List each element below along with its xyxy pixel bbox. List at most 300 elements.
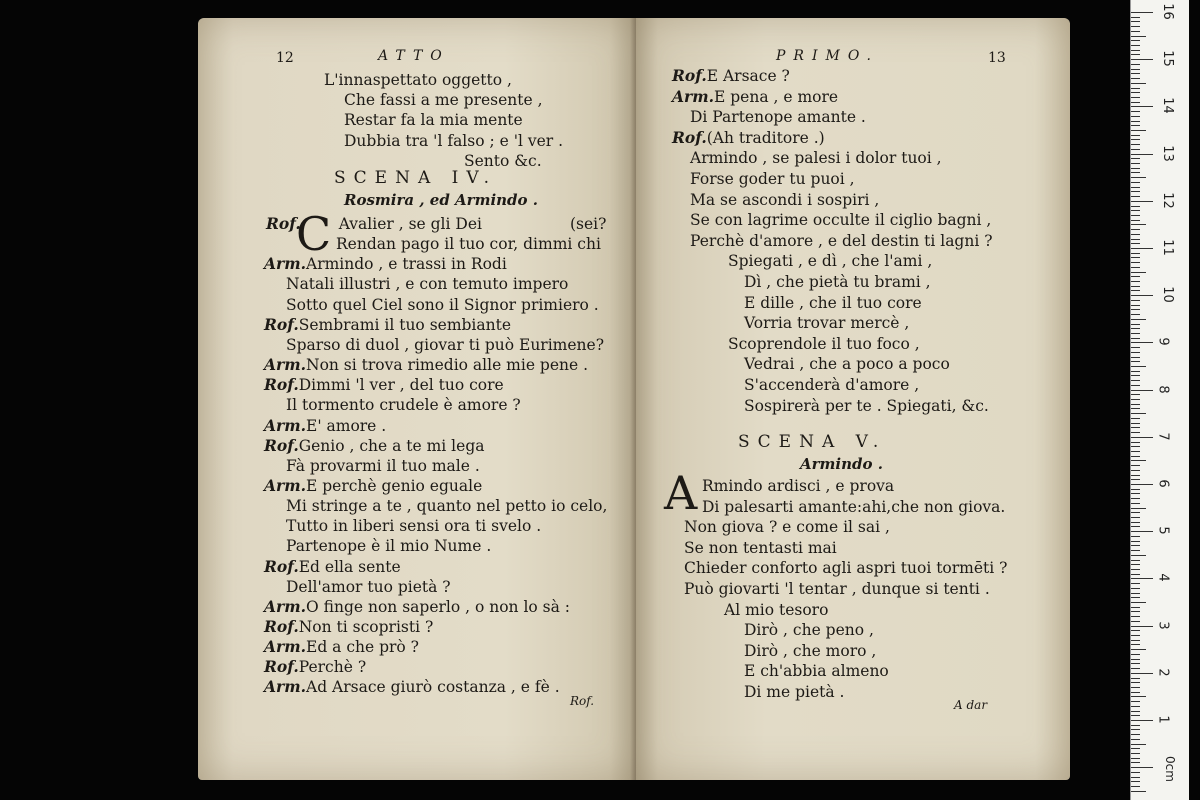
- text-line: [264, 436, 484, 456]
- ruler-tick: [1131, 78, 1140, 79]
- ruler-tick: [1131, 201, 1153, 202]
- text-line: [264, 355, 588, 375]
- text-line: [286, 274, 568, 294]
- line-tail: (sei?: [570, 215, 607, 233]
- ruler-tick: [1131, 121, 1140, 122]
- ruler-tick: [1131, 394, 1140, 395]
- text-line: [744, 313, 909, 333]
- ruler-tick: [1131, 640, 1140, 641]
- ruler-number: 6: [1155, 479, 1171, 488]
- ruler-unit: 0cm: [1162, 756, 1177, 782]
- ruler-tick: [1131, 21, 1140, 22]
- ruler-tick: [1131, 607, 1140, 608]
- ruler-tick: [1131, 125, 1140, 126]
- ruler-tick: [1131, 659, 1140, 660]
- speaker-label: Arm.: [264, 637, 306, 657]
- text-line: [728, 334, 920, 354]
- line-text: Dimmi 'l ver , del tuo core: [298, 376, 504, 395]
- ruler-number: 15: [1159, 50, 1175, 67]
- ruler-tick: [1131, 168, 1140, 169]
- ruler-tick: [1131, 88, 1140, 89]
- ruler-tick: [1131, 720, 1153, 721]
- scene-cast: Rosmira , ed Armindo .: [344, 191, 538, 209]
- ruler-tick: [1131, 772, 1140, 773]
- ruler-tick: [1131, 739, 1140, 740]
- line-text: Se con lagrime occulte il ciglio bagni ,: [690, 211, 992, 230]
- drop-capital: C: [296, 207, 332, 261]
- ruler-tick: [1131, 574, 1140, 575]
- ruler-tick: [1131, 635, 1140, 636]
- ruler-tick: [1131, 17, 1140, 18]
- ruler-tick: [1131, 347, 1140, 348]
- ruler-tick: [1131, 149, 1140, 150]
- ruler-tick: [1131, 338, 1140, 339]
- ruler-tick: [1131, 493, 1140, 494]
- ruler-tick: [1131, 139, 1140, 140]
- line-text: E Arsace ?: [706, 67, 790, 85]
- ruler-tick: [1131, 621, 1140, 622]
- text-line: Al mio tesoro: [724, 600, 829, 619]
- line-text: E' amore .: [306, 416, 387, 435]
- text-line: [344, 110, 523, 130]
- text-line: [344, 90, 543, 110]
- text-line: [264, 557, 401, 577]
- text-line: [336, 234, 601, 254]
- line-text: Non si trova rimedio alle mie pene .: [306, 356, 589, 375]
- line-text: Vedrai , che a poco a poco: [744, 355, 950, 374]
- ruler-tick: [1131, 380, 1140, 381]
- text-line: [286, 395, 521, 415]
- ruler-number: 10: [1159, 286, 1175, 303]
- text-line: Se non tentasti mai: [684, 538, 837, 557]
- ruler-number: 12: [1159, 192, 1175, 209]
- text-line: [728, 251, 932, 271]
- book-spread: [198, 18, 1070, 780]
- ruler-number: 8: [1155, 384, 1171, 394]
- ruler-tick: [1131, 324, 1140, 325]
- ruler-tick: [1131, 564, 1140, 565]
- text-line: [286, 496, 607, 516]
- text-line: [264, 315, 511, 335]
- speaker-label: Arm.: [264, 596, 306, 616]
- ruler-tick: [1131, 744, 1146, 745]
- text-line: Dirò , che moro ,: [744, 641, 877, 660]
- text-line: [264, 677, 560, 697]
- text-line: [672, 66, 790, 86]
- ruler-tick: [1131, 456, 1140, 457]
- line-text: Che fassi a me presente ,: [344, 91, 543, 110]
- line-text: Ed a che prò ?: [306, 638, 419, 657]
- text-line: Non giova ? e come il sai ,: [684, 518, 890, 537]
- line-text: Sparso di duol , giovar ti può Eurimene?: [286, 335, 605, 354]
- ruler-tick: [1131, 276, 1140, 277]
- ruler-tick: [1131, 31, 1140, 32]
- ruler-tick: [1131, 191, 1140, 192]
- text-line: [672, 128, 825, 148]
- ruler-tick: [1131, 135, 1140, 136]
- ruler-tick: [1131, 328, 1140, 329]
- page-number-right: 13: [988, 50, 1006, 66]
- line-text: Il tormento crudele è amore ?: [286, 396, 521, 415]
- ruler-tick: [1131, 753, 1140, 754]
- text-line: [690, 107, 866, 127]
- text-line: [264, 254, 507, 274]
- ruler-tick: [1131, 432, 1140, 433]
- text-line: Di palesarti amante:ahi,che non giova.: [702, 497, 1006, 516]
- ruler-tick: [1131, 725, 1140, 726]
- ruler-tick: [1131, 97, 1140, 98]
- line-text: Armindo , e trassi in Rodi: [306, 255, 507, 274]
- ruler-tick: [1131, 300, 1140, 301]
- ruler-tick: [1131, 668, 1140, 669]
- text-line: [744, 375, 919, 395]
- ruler-tick: [1131, 475, 1140, 476]
- ruler-tick: [1131, 489, 1140, 490]
- ruler-tick: [1131, 583, 1140, 584]
- speaker-label: Arm.: [264, 415, 306, 435]
- ruler-tick: [1131, 234, 1140, 235]
- ruler-tick: [1131, 593, 1140, 594]
- ruler-tick: [1131, 262, 1140, 263]
- ruler-tick: [1131, 64, 1140, 65]
- ruler-number: 1: [1155, 715, 1171, 724]
- text-line: [264, 637, 419, 657]
- line-text: Non ti scopristi ?: [298, 618, 434, 636]
- ruler-tick: [1131, 257, 1140, 258]
- ruler-tick: [1131, 408, 1140, 409]
- ruler-tick: [1131, 92, 1140, 93]
- ruler-tick: [1131, 729, 1140, 730]
- ruler-tick: [1131, 545, 1140, 546]
- ruler-number: 9: [1155, 337, 1171, 347]
- text-line: Chieder conforto agli aspri tuoi tormēti ?: [684, 559, 1008, 578]
- ruler-tick: [1131, 418, 1140, 419]
- ruler-tick: [1131, 706, 1140, 707]
- speaker-label: Rof.: [264, 617, 299, 636]
- text-line: [690, 169, 855, 189]
- ruler-tick: [1131, 536, 1140, 537]
- ruler-tick: [1131, 508, 1146, 509]
- scene-cast: Armindo .: [800, 455, 883, 473]
- left-page: [198, 18, 636, 780]
- ruler-number: 4: [1155, 573, 1171, 583]
- text-line: [744, 293, 922, 313]
- ruler-tick: [1131, 177, 1146, 178]
- ruler-tick: [1131, 498, 1140, 499]
- line-text: Sospirerà per te . Spiegati, &c.: [744, 396, 989, 415]
- ruler-tick: [1131, 451, 1140, 452]
- ruler-tick: [1131, 687, 1140, 688]
- ruler-number: 3: [1155, 620, 1171, 630]
- ruler-tick: [1131, 465, 1140, 466]
- ruler-tick: [1131, 517, 1140, 518]
- line-text: Perchè d'amore , e del destin ti lagni ?: [690, 231, 993, 250]
- ruler-tick: [1131, 40, 1140, 41]
- text-line: [744, 396, 989, 416]
- ruler-tick: [1131, 758, 1140, 759]
- ruler-tick: [1131, 555, 1146, 556]
- line-text: Spiegati , e dì , che l'ami ,: [728, 252, 933, 271]
- line-text: Ed ella sente: [298, 557, 401, 576]
- ruler-tick: [1131, 442, 1140, 443]
- ruler-tick: [1131, 239, 1140, 240]
- ruler-number: 2: [1155, 668, 1171, 677]
- ruler-tick: [1131, 59, 1153, 60]
- ruler-tick: [1131, 106, 1153, 107]
- line-text: S'accenderà d'amore ,: [744, 376, 920, 394]
- ruler-tick: [1131, 158, 1140, 159]
- speaker-label: Arm.: [264, 677, 306, 697]
- line-text: (Ah traditore .): [706, 128, 825, 147]
- scene-heading: SCENA V.: [738, 432, 887, 452]
- ruler-tick: [1131, 309, 1140, 310]
- ruler-tick: [1131, 427, 1140, 428]
- text-line: [744, 272, 931, 292]
- text-line: E ch'abbia almeno: [744, 662, 889, 681]
- ruler-tick: [1131, 715, 1140, 716]
- line-text: L'innaspettato oggetto ,: [324, 71, 512, 89]
- ruler-tick: [1131, 352, 1140, 353]
- ruler-tick: [1131, 777, 1140, 778]
- text-line: Dirò , che peno ,: [744, 621, 874, 640]
- speaker-label: Rof.: [264, 435, 299, 455]
- ruler-tick: [1131, 522, 1140, 523]
- ruler-tick: [1131, 678, 1140, 679]
- text-line: [324, 70, 512, 90]
- ruler-tick: [1131, 649, 1146, 650]
- ruler-tick: [1131, 550, 1140, 551]
- ruler-tick: [1131, 26, 1140, 27]
- ruler-tick: [1131, 243, 1140, 244]
- ruler-tick: [1131, 371, 1140, 372]
- line-text: E dille , che il tuo core: [744, 293, 922, 312]
- speaker-label: Rof.: [264, 556, 299, 576]
- ruler-tick: [1131, 50, 1140, 51]
- right-page: [636, 18, 1070, 780]
- ruler-tick: [1131, 663, 1140, 664]
- ruler-tick: [1131, 616, 1140, 617]
- ruler-number: 5: [1155, 526, 1171, 535]
- ruler-tick: [1131, 413, 1146, 414]
- text-line: [264, 657, 366, 677]
- speaker-label: Rof.: [672, 127, 707, 147]
- ruler-tick: [1131, 154, 1153, 155]
- text-line: [286, 295, 599, 315]
- ruler-number: 11: [1159, 239, 1175, 256]
- ruler-tick: [1131, 248, 1153, 249]
- ruler-tick: [1131, 692, 1140, 693]
- speaker-label: Arm.: [264, 355, 306, 375]
- speaker-label: Arm.: [672, 86, 714, 106]
- speaker-label: Arm.: [264, 475, 306, 495]
- ruler-tick: [1131, 588, 1140, 589]
- scene-heading: SCENA IV.: [334, 168, 498, 188]
- ruler-tick: [1131, 361, 1140, 362]
- ruler-tick: [1131, 224, 1146, 225]
- line-text: Vorria trovar mercè ,: [744, 314, 910, 333]
- ruler-tick: [1131, 295, 1153, 296]
- ruler-tick: [1131, 281, 1140, 282]
- ruler-tick: [1131, 611, 1140, 612]
- text-line: [264, 597, 570, 617]
- line-text: Tutto in liberi sensi ora ti svelo .: [286, 517, 542, 536]
- ruler-tick: [1131, 229, 1140, 230]
- ruler-tick: [1131, 215, 1140, 216]
- ruler-tick: [1131, 512, 1140, 513]
- ruler-tick: [1131, 111, 1140, 112]
- ruler-tick: [1131, 541, 1140, 542]
- line-text: Rendan pago il tuo cor, dimmi chi: [336, 235, 601, 254]
- ruler-number: 7: [1155, 432, 1171, 441]
- ruler-tick: [1131, 569, 1140, 570]
- line-text: Fà provarmi il tuo male .: [286, 456, 480, 475]
- text-line: Può giovarti 'l tentar , dunque si tenti .: [684, 580, 990, 598]
- ruler-tick: [1131, 69, 1140, 70]
- text-line: [264, 617, 433, 637]
- ruler-tick: [1131, 314, 1140, 315]
- ruler-tick: [1131, 366, 1146, 367]
- ruler-tick: [1131, 116, 1140, 117]
- line-text: Partenope è il mio Nume .: [286, 537, 492, 556]
- ruler-number: 13: [1159, 144, 1175, 162]
- ruler-tick: [1131, 220, 1140, 221]
- text-line: [690, 210, 991, 230]
- catchword-left: Rof.: [570, 694, 595, 708]
- text-line: Rmindo ardisci , e prova: [702, 477, 895, 495]
- ruler-tick: [1131, 399, 1140, 400]
- ruler-tick: [1131, 602, 1146, 603]
- text-line: [672, 87, 838, 107]
- text-line: [286, 516, 541, 536]
- running-head-right: PRIMO.: [776, 48, 879, 64]
- text-line: [690, 231, 993, 251]
- text-line: [264, 416, 386, 436]
- ruler-tick: [1131, 630, 1140, 631]
- ruler-tick: [1131, 357, 1140, 358]
- text-line: [286, 577, 451, 597]
- ruler-tick: [1131, 130, 1146, 131]
- ruler-tick: [1131, 484, 1153, 485]
- ruler-tick: [1131, 578, 1153, 579]
- ruler-tick: [1131, 701, 1140, 702]
- drop-capital: A: [664, 466, 698, 520]
- ruler-number: 16: [1159, 3, 1175, 20]
- text-line: [744, 354, 950, 374]
- ruler-tick: [1131, 342, 1153, 343]
- page-number-left: 12: [276, 50, 294, 66]
- ruler-tick: [1131, 54, 1140, 55]
- ruler-tick: [1131, 626, 1153, 627]
- ruler-tick: [1131, 390, 1153, 391]
- speaker-label: Rof.: [672, 66, 707, 85]
- ruler-tick: [1131, 682, 1140, 683]
- ruler-tick: [1131, 597, 1140, 598]
- speaker-label: Rof.: [264, 375, 299, 395]
- ruler-tick: [1131, 531, 1153, 532]
- ruler-tick: [1131, 711, 1140, 712]
- ruler-tick: [1131, 404, 1140, 405]
- line-text: Armindo , se palesi i dolor tuoi ,: [690, 149, 942, 168]
- ruler-tick: [1131, 319, 1146, 320]
- ruler-tick: [1131, 781, 1140, 782]
- ruler-tick: [1131, 734, 1140, 735]
- ruler-tick: [1131, 375, 1140, 376]
- line-text: Ma se ascondi i sospiri ,: [690, 190, 880, 209]
- line-text: Sento &c.: [464, 151, 542, 170]
- ruler-tick: [1131, 385, 1140, 386]
- ruler-tick: [1131, 470, 1140, 471]
- ruler-tick: [1131, 560, 1140, 561]
- text-line: [286, 536, 491, 556]
- line-text: Avalier , se gli Dei: [338, 215, 482, 233]
- text-line: Di me pietà .: [744, 683, 845, 701]
- ruler-tick: [1131, 767, 1153, 768]
- ruler-tick: [1131, 446, 1140, 447]
- ruler-tick: [1131, 182, 1140, 183]
- ruler-tick: [1131, 206, 1140, 207]
- ruler-tick: [1131, 503, 1140, 504]
- ruler-tick: [1131, 12, 1153, 13]
- catchword-right: A dar: [954, 698, 988, 712]
- ruler-tick: [1131, 163, 1140, 164]
- line-text: Dì , che pietà tu brami ,: [744, 273, 931, 291]
- line-text: Natali illustri , e con temuto impero: [286, 275, 569, 294]
- ruler-tick: [1131, 272, 1146, 273]
- line-text: Dubbia tra 'l falso ; e 'l ver .: [344, 131, 564, 150]
- text-line: [266, 214, 482, 234]
- ruler-tick: [1131, 286, 1140, 287]
- measuring-ruler: [1130, 0, 1189, 800]
- text-line: [690, 148, 942, 168]
- text-line: [690, 190, 879, 210]
- ruler-tick: [1131, 437, 1153, 438]
- line-text: Sembrami il tuo sembiante: [298, 315, 512, 334]
- text-line: [286, 335, 604, 355]
- ruler-tick: [1131, 45, 1140, 46]
- line-text: Mi stringe a te , quanto nel petto io celo,: [286, 497, 608, 516]
- speaker-label: Arm.: [264, 254, 306, 274]
- line-text: E pena , e more: [714, 87, 839, 106]
- ruler-tick: [1131, 253, 1140, 254]
- ruler-tick: [1131, 333, 1140, 334]
- text-line: [344, 131, 563, 151]
- line-text: E perchè genio eguale: [306, 476, 483, 495]
- text-line: [264, 476, 482, 496]
- ruler-tick: [1131, 696, 1146, 697]
- line-text: Restar fa la mia mente: [344, 111, 523, 130]
- line-text: Sotto quel Ciel sono il Signor primiero .: [286, 295, 599, 314]
- speaker-label: Rof.: [266, 214, 301, 233]
- line-text: O finge non saperlo , o non lo sà :: [306, 597, 571, 616]
- ruler-tick: [1131, 644, 1140, 645]
- ruler-tick: [1131, 526, 1140, 527]
- line-text: Di Partenope amante .: [690, 108, 866, 127]
- ruler-tick: [1131, 762, 1140, 763]
- ruler-tick: [1131, 654, 1140, 655]
- ruler-tick: [1131, 196, 1140, 197]
- ruler-tick: [1131, 460, 1146, 461]
- line-text: Dell'amor tuo pietà ?: [286, 577, 451, 596]
- ruler-tick: [1131, 144, 1140, 145]
- ruler-tick: [1131, 102, 1140, 103]
- line-text: Ad Arsace giurò costanza , e fè .: [306, 678, 560, 697]
- ruler-tick: [1131, 172, 1140, 173]
- ruler-tick: [1131, 748, 1140, 749]
- line-text: Scoprendole il tuo foco ,: [728, 334, 920, 353]
- line-text: Forse goder tu puoi ,: [690, 170, 855, 188]
- speaker-label: Rof.: [264, 657, 299, 677]
- ruler-tick: [1131, 73, 1140, 74]
